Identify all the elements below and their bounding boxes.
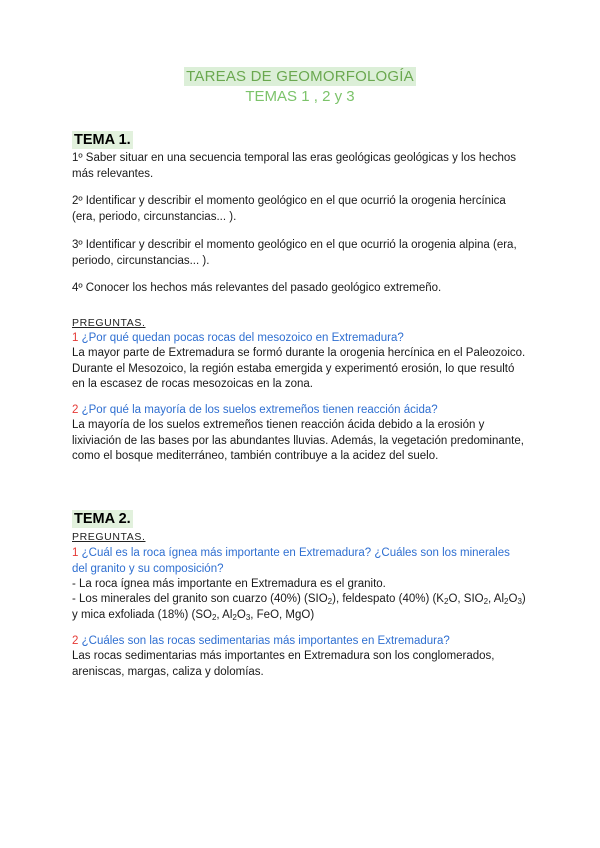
- answer-fragment: - Los minerales del granito son cuarzo (40%) (SIO: [72, 593, 328, 605]
- question-number: 2: [72, 635, 79, 647]
- question-number: 1: [72, 547, 79, 559]
- question-text: ¿Cuáles son las rocas sedimentarias más importantes en Extremadura?: [81, 635, 450, 647]
- title-block: [0, 67, 600, 106]
- tema2-question-1: [72, 546, 528, 577]
- answer-fragment: , Al: [216, 608, 233, 621]
- tema2-question-2: [72, 634, 528, 650]
- answer-fragment: O: [236, 608, 246, 621]
- answer-fragment: ) y mica exfoliada (18%) (SO: [72, 593, 526, 621]
- tema2-preguntas-label: PREGUNTAS.: [72, 531, 146, 543]
- question-number: 1: [72, 332, 79, 344]
- tema1-objective-1: 1º Saber situar en una secuencia temporal las eras geológicas geológicas y los hechos más relevantes.: [72, 152, 517, 180]
- document-subtitle: TEMAS 1 , 2 y 3: [245, 88, 355, 105]
- tema1-question-1: [72, 331, 528, 347]
- subscript: 3: [245, 612, 251, 622]
- subscript: 2: [211, 612, 217, 622]
- tema1-question-2: [72, 403, 528, 419]
- question-text: ¿Por qué la mayoría de los suelos extremeños tienen reacción ácida?: [81, 404, 438, 416]
- tema1-objective-2: 2º Identificar y describir el momento geológico en el que ocurrió la orogenia hercínica (era, periodo, circunstancias... ).: [72, 195, 506, 223]
- subscript: 2: [504, 597, 509, 606]
- question-text: ¿Cuál es la roca ígnea más importante en Extremadura? ¿Cuáles son los minerales del granito y su composición?: [72, 547, 510, 575]
- tema1-objective-4: 4º Conocer los hechos más relevantes del pasado geológico extremeño.: [72, 282, 442, 294]
- tema1-answer-1: La mayor parte de Extremadura se formó durante la orogenia hercínica en el Paleozoico. Durante el Mesozoico, la región estaba emergida y experimentó erosión, lo que resultó en la escasez de rocas mesozoicas en la zona.: [72, 347, 526, 390]
- subscript: 2: [443, 597, 449, 606]
- tema2-answer-1-line-2: [72, 592, 530, 623]
- tema2-answer-2: Las rocas sedimentarias más importantes en Extremadura son los conglomerados, areniscas, margas, caliza y dolomías.: [72, 650, 495, 678]
- answer-fragment: , Al: [488, 593, 505, 605]
- subscript: 2: [483, 597, 489, 606]
- answer-fragment: O: [508, 593, 518, 605]
- tema1-objective-3: 3º Identificar y describir el momento geológico en el que ocurrió la orogenia alpina (era, periodo, circunstancias... ).: [72, 239, 517, 267]
- question-text: ¿Por qué quedan pocas rocas del mesozoico en Extremadura?: [81, 332, 404, 344]
- answer-fragment: , FeO, MgO): [250, 608, 315, 621]
- tema2-heading: TEMA 2.: [74, 511, 131, 527]
- tema1-preguntas-label: PREGUNTAS.: [72, 317, 146, 329]
- subscript: 3: [517, 597, 522, 606]
- answer-fragment: O, SIO: [448, 593, 484, 605]
- tema1-heading: TEMA 1.: [74, 132, 131, 148]
- answer-fragment: ), feldespato (40%) (K: [332, 593, 444, 605]
- document-title: TAREAS DE GEOMORFOLOGÍA: [186, 68, 414, 85]
- tema2-answer-1-line-1: - La roca ígnea más importante en Extremadura es el granito.: [72, 578, 386, 590]
- question-number: 2: [72, 404, 79, 416]
- subscript: 2: [327, 597, 333, 606]
- subscript: 2: [232, 612, 237, 622]
- tema1-answer-2: La mayoría de los suelos extremeños tienen reacción ácida debido a la erosión y lixiviación de las bases por las abundantes lluvias. Además, la vegetación predominante, como el bosque mediterráneo, también contribuye a la acidez del suelo.: [72, 419, 524, 462]
